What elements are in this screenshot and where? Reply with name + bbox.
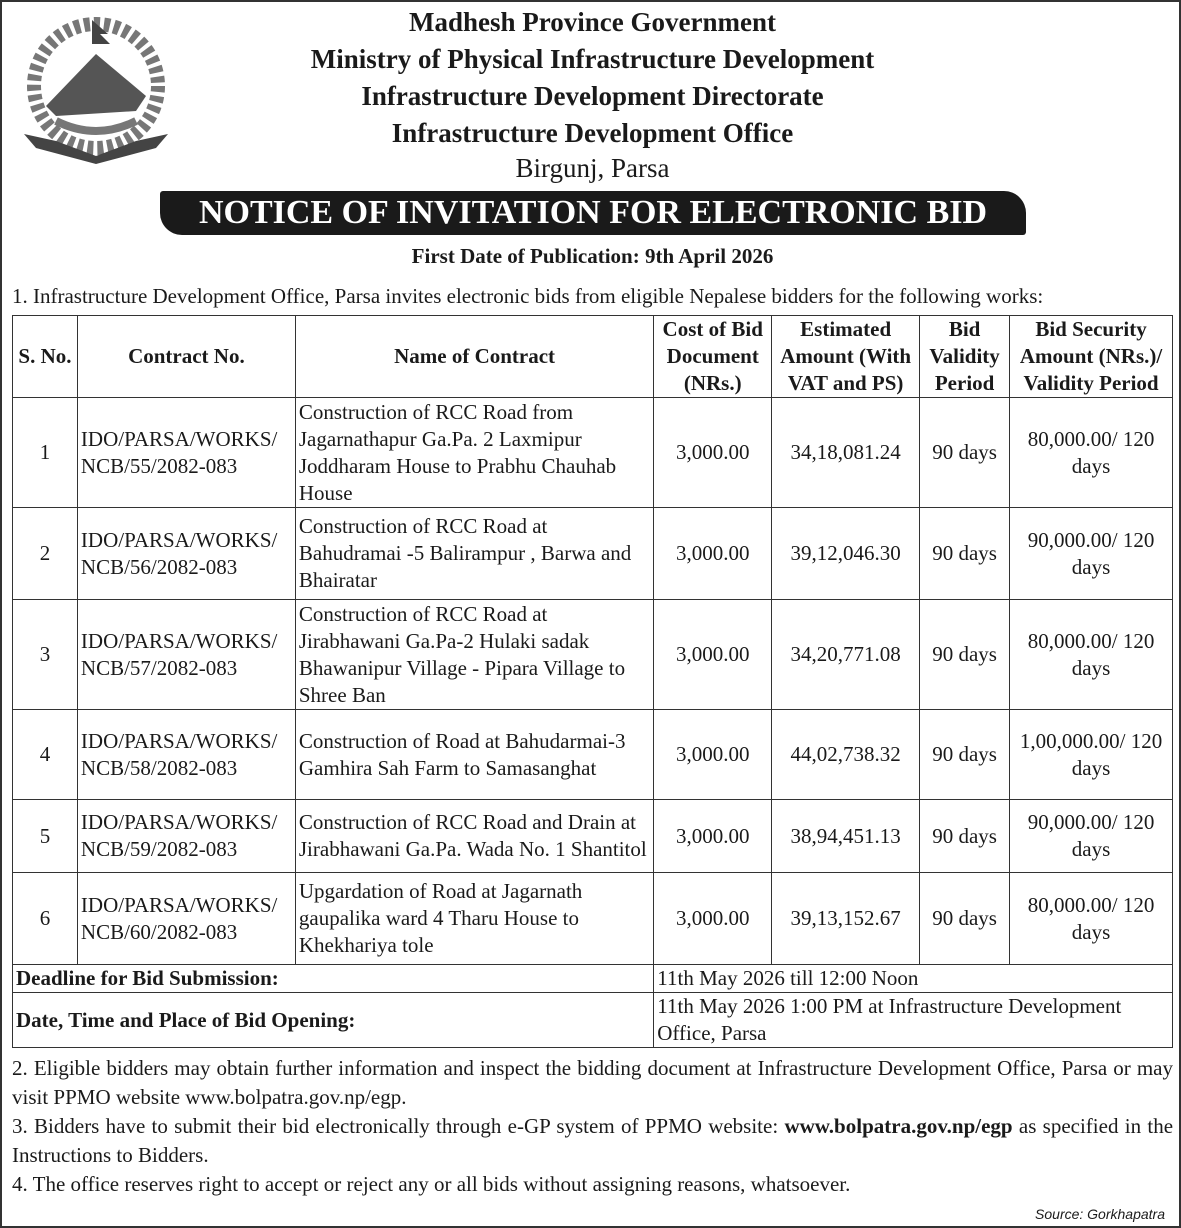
- cell-estimate: 39,13,152.67: [772, 873, 920, 965]
- intro-paragraph: 1. Infrastructure Development Office, Parsa invites electronic bids from eligible Nepalese bidders for the following works:: [12, 284, 1044, 308]
- note-3-text: 3. Bidders have to submit their bid electronically through e-GP system of PPMO website:: [12, 1114, 785, 1138]
- bid-table: [12, 315, 1173, 1048]
- cell-cost: 3,000.00: [654, 600, 772, 710]
- cell-validity: 90 days: [920, 800, 1010, 873]
- deadline-row: [13, 965, 1173, 993]
- cell-sn: 5: [13, 800, 78, 873]
- cell-security: 80,000.00/ 120 days: [1010, 398, 1173, 508]
- cell-contract: IDO/PARSA/WORKS/ NCB/58/2082-083: [77, 710, 295, 800]
- table-row: [13, 873, 1173, 965]
- cell-cost: 3,000.00: [654, 873, 772, 965]
- table-header-row: [13, 316, 1173, 398]
- table-row: [13, 600, 1173, 710]
- cell-name: Construction of RCC Road at Jirabhawani Ga.Pa-2 Hulaki sadak Bhawanipur Village - Pipara Village to Shree Ban: [295, 600, 653, 710]
- source-credit: Source: Gorkhapatra: [1035, 1206, 1165, 1222]
- cell-estimate: 39,12,046.30: [772, 508, 920, 600]
- header-line-4: Infrastructure Development Office: [391, 118, 794, 148]
- cell-contract: IDO/PARSA/WORKS/ NCB/55/2082-083: [77, 398, 295, 508]
- header-name: Name of Contract: [295, 316, 653, 398]
- deadline-label: Deadline for Bid Submission:: [13, 965, 654, 993]
- header-location: Birgunj, Parsa: [515, 153, 670, 183]
- cell-validity: 90 days: [920, 508, 1010, 600]
- cell-validity: 90 days: [920, 873, 1010, 965]
- header-contract-no: Contract No.: [77, 316, 295, 398]
- header-line-2: Ministry of Physical Infrastructure Development: [310, 44, 875, 74]
- cell-cost: 3,000.00: [654, 710, 772, 800]
- opening-value: 11th May 2026 1:00 PM at Infrastructure Development Office, Parsa: [654, 993, 1173, 1048]
- header-security: Bid Security Amount (NRs.)/ Validity Period: [1010, 316, 1173, 398]
- header-line-1: Madhesh Province Government: [409, 7, 776, 37]
- deadline-value: 11th May 2026 till 12:00 Noon: [654, 965, 1173, 993]
- note-2: 2. Eligible bidders may obtain further information and inspect the bidding document at Infrastructure Development Office, Parsa or may visit PPMO website www.bolpatra.gov.np/egp.: [12, 1056, 1173, 1109]
- header-estimate: Estimated Amount (With VAT and PS): [772, 316, 920, 398]
- table-row: [13, 398, 1173, 508]
- note-4: 4. The office reserves right to accept or reject any or all bids without assigning reasons, whatsoever.: [12, 1172, 851, 1196]
- opening-row: [13, 993, 1173, 1048]
- cell-cost: 3,000.00: [654, 508, 772, 600]
- cell-estimate: 34,18,081.24: [772, 398, 920, 508]
- cell-security: 90,000.00/ 120 days: [1010, 800, 1173, 873]
- opening-label: Date, Time and Place of Bid Opening:: [13, 993, 654, 1048]
- cell-cost: 3,000.00: [654, 800, 772, 873]
- cell-name: Construction of Road at Bahudarmai-3 Gamhira Sah Farm to Samasanghat: [295, 710, 653, 800]
- note-3-tail: as specified in the Instructions to Bidders.: [12, 1114, 1174, 1167]
- cell-sn: 6: [13, 873, 78, 965]
- cell-contract: IDO/PARSA/WORKS/ NCB/59/2082-083: [77, 800, 295, 873]
- cell-contract: IDO/PARSA/WORKS/ NCB/60/2082-083: [77, 873, 295, 965]
- header-cost: Cost of Bid Document (NRs.): [654, 316, 772, 398]
- note-3: [12, 1112, 1173, 1170]
- cell-sn: 4: [13, 710, 78, 800]
- cell-name: Construction of RCC Road and Drain at Jirabhawani Ga.Pa. Wada No. 1 Shantitol: [295, 800, 653, 873]
- table-row: [13, 800, 1173, 873]
- notice-body: [12, 315, 1173, 1199]
- egp-link[interactable]: www.bolpatra.gov.np/egp: [784, 1114, 1013, 1138]
- cell-security: 80,000.00/ 120 days: [1010, 873, 1173, 965]
- cell-security: 1,00,000.00/ 120 days: [1010, 710, 1173, 800]
- cell-sn: 2: [13, 508, 78, 600]
- cell-sn: 1: [13, 398, 78, 508]
- cell-name: Construction of RCC Road at Bahudramai -5 Balirampur , Barwa and Bhairatar: [295, 508, 653, 600]
- notice-title: NOTICE OF INVITATION FOR ELECTRONIC BID: [160, 191, 1026, 235]
- cell-name: Construction of RCC Road from Jagarnathapur Ga.Pa. 2 Laxmipur Joddharam House to Prabhu Chauhab House: [295, 398, 653, 508]
- cell-contract: IDO/PARSA/WORKS/ NCB/56/2082-083: [77, 508, 295, 600]
- table-row: [13, 710, 1173, 800]
- header-line-3: Infrastructure Development Directorate: [361, 81, 824, 111]
- table-row: [13, 508, 1173, 600]
- cell-validity: 90 days: [920, 600, 1010, 710]
- publication-date: First Date of Publication: 9th April 2026: [411, 244, 774, 268]
- cell-validity: 90 days: [920, 710, 1010, 800]
- cell-name: Upgardation of Road at Jagarnath gaupalika ward 4 Tharu House to Khekhariya tole: [295, 873, 653, 965]
- cell-security: 80,000.00/ 120 days: [1010, 600, 1173, 710]
- header-sno: S. No.: [13, 316, 78, 398]
- cell-validity: 90 days: [920, 398, 1010, 508]
- cell-sn: 3: [13, 600, 78, 710]
- cell-contract: IDO/PARSA/WORKS/ NCB/57/2082-083: [77, 600, 295, 710]
- cell-security: 90,000.00/ 120 days: [1010, 508, 1173, 600]
- header-validity: Bid Validity Period: [920, 316, 1010, 398]
- cell-estimate: 38,94,451.13: [772, 800, 920, 873]
- cell-cost: 3,000.00: [654, 398, 772, 508]
- cell-estimate: 34,20,771.08: [772, 600, 920, 710]
- cell-estimate: 44,02,738.32: [772, 710, 920, 800]
